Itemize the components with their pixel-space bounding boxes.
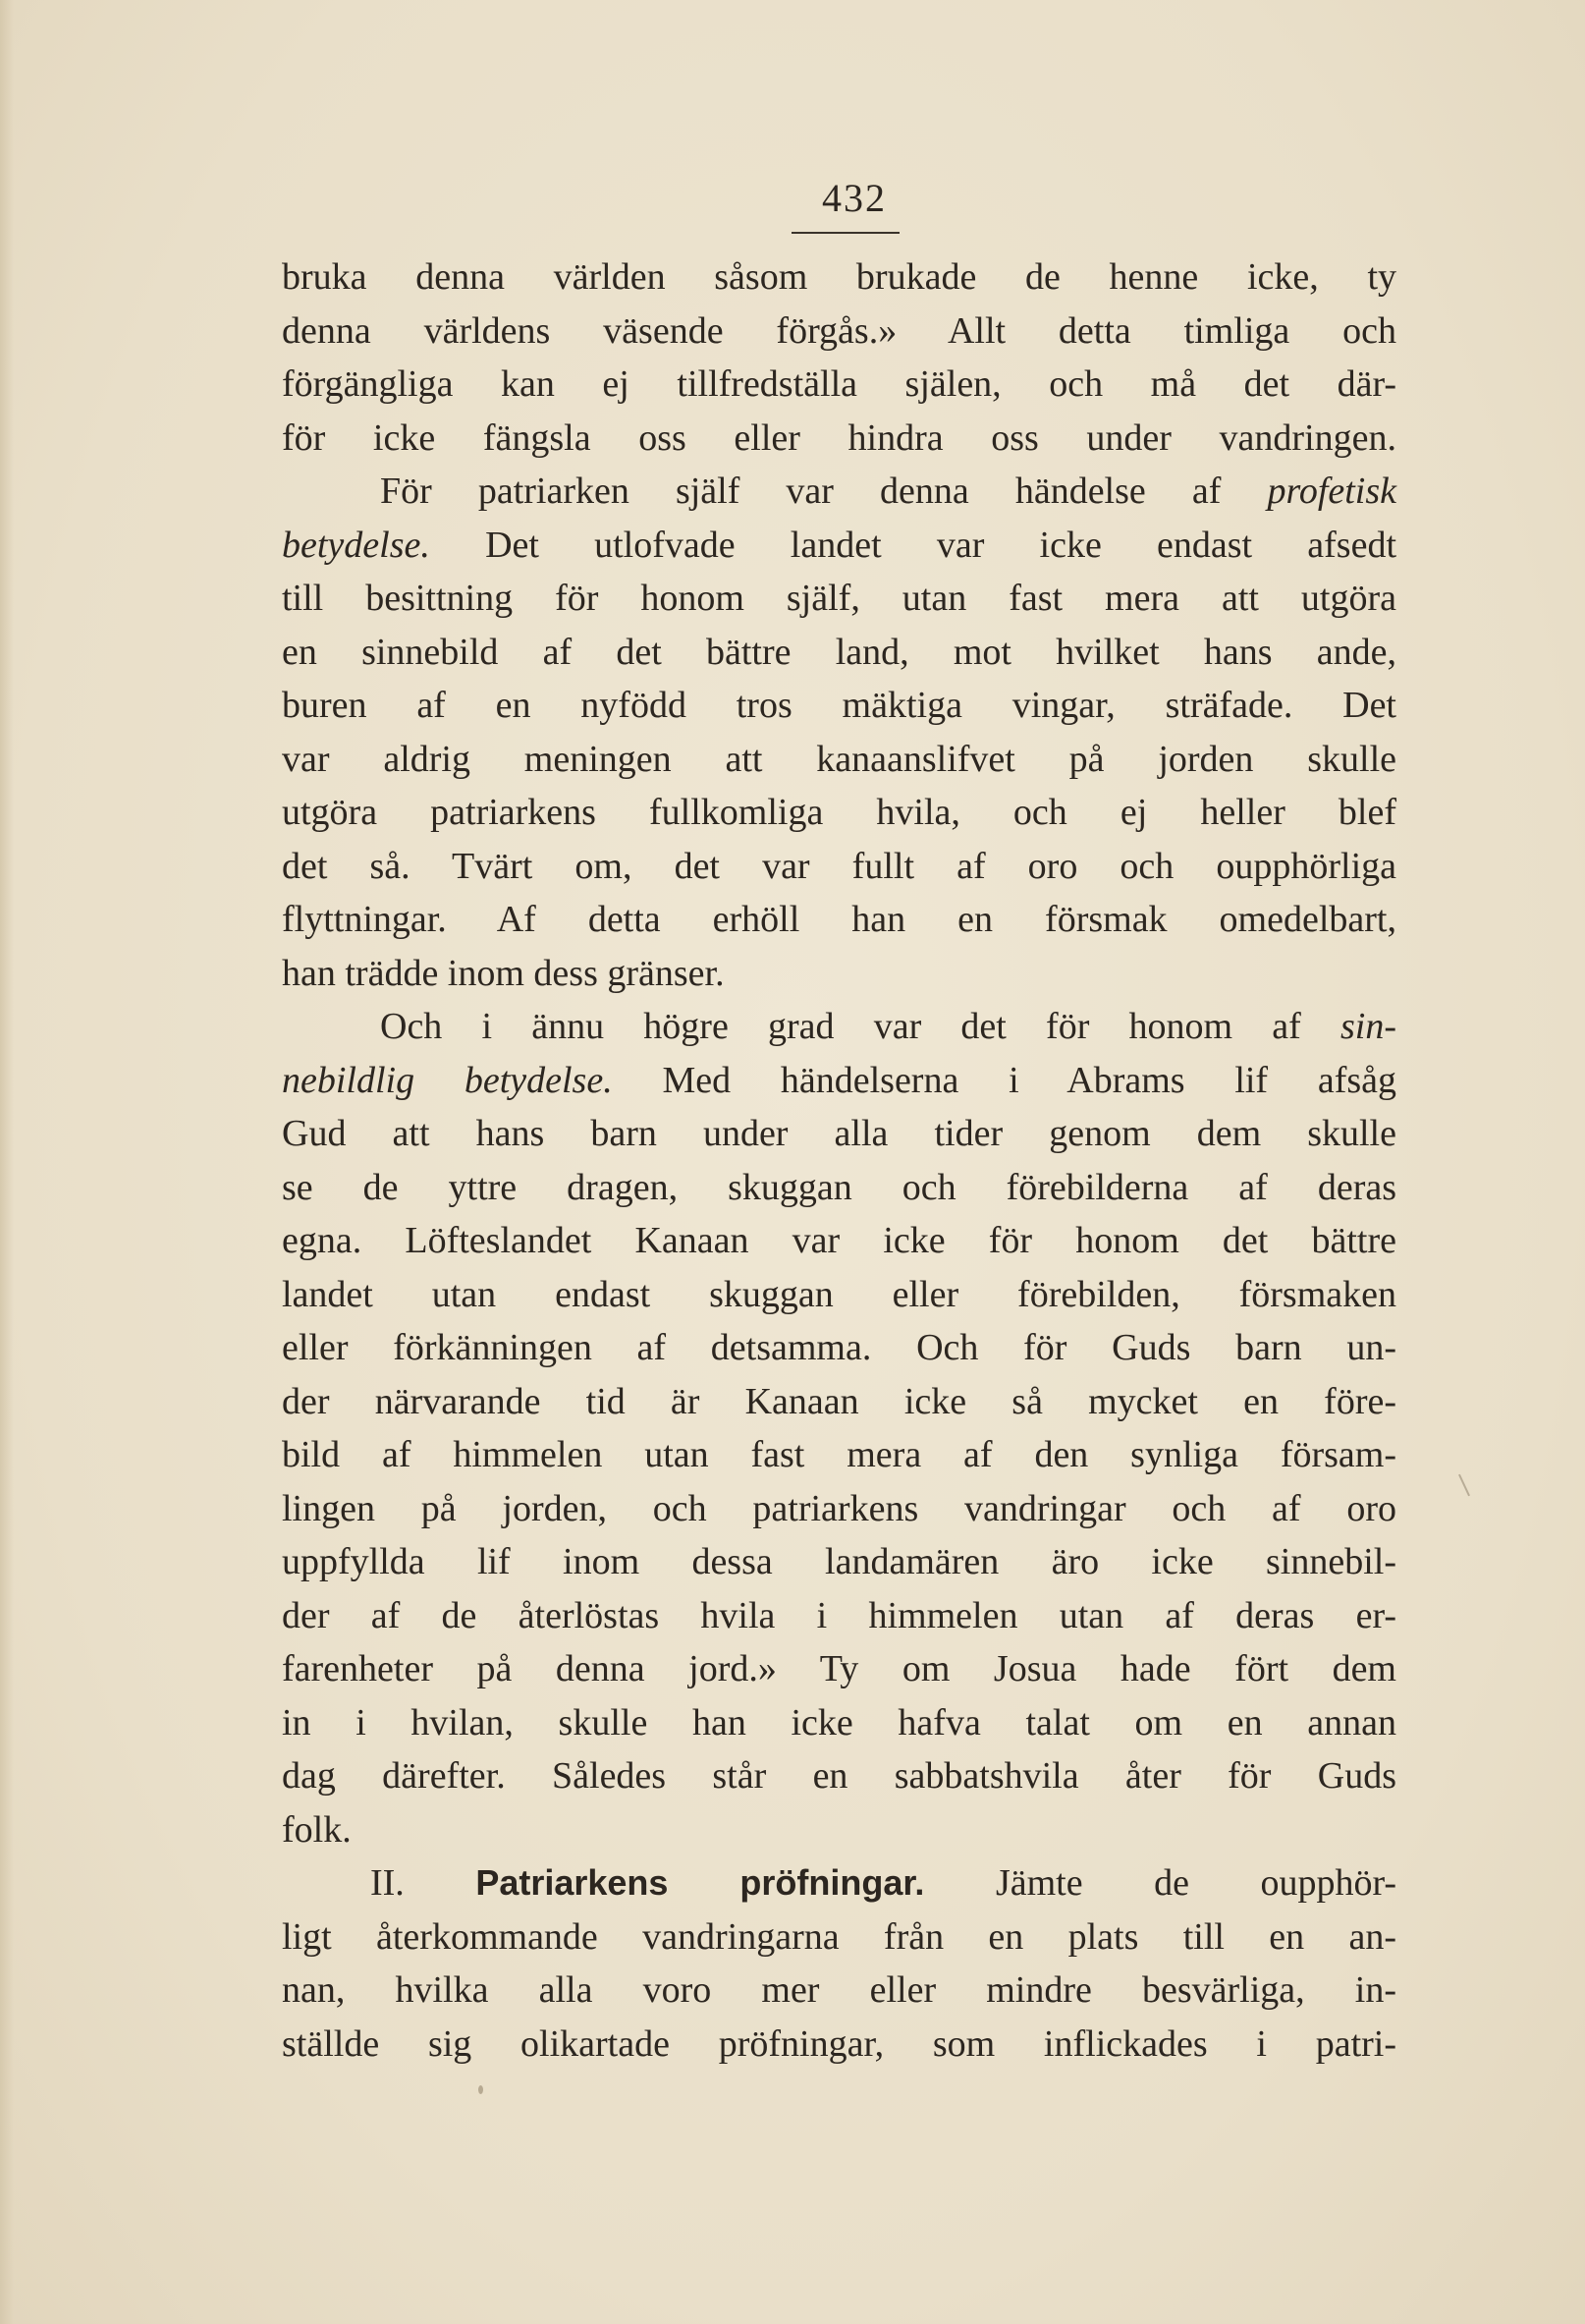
text-segment: Med händelserna i Abrams lif afsåg: [662, 1059, 1397, 1101]
text-line: buren af en nyfödd tros mäktiga vingar, sträfade. Det: [282, 685, 1396, 726]
page-number: 432: [822, 176, 887, 220]
text-segment: För patriarken själf var denna händelse af: [380, 470, 1222, 512]
text-segment: Jämte de oupphör-: [995, 1862, 1396, 1904]
text-line: dag därefter. Således står en sabbatshvila åter för Guds: [282, 1755, 1396, 1797]
text-line: [282, 465, 1396, 519]
emphasis-text: sin-: [1340, 1006, 1397, 1047]
paper-mark: [1458, 1474, 1470, 1497]
text-line: en sinnebild af det bättre land, mot hvilket hans ande,: [282, 631, 1396, 673]
text-line: han trädde inom dess gränser.: [282, 952, 725, 994]
text-line: ligt återkommande vandringarna från en plats till en an-: [282, 1915, 1396, 1958]
text-line: utgöra patriarkens fullkomliga hvila, och ej heller blef: [282, 792, 1396, 833]
emphasis-text: profetisk: [1267, 470, 1397, 512]
text-line: [282, 519, 1396, 573]
text-line: det så. Tvärt om, det var fullt af oro och oupphörliga: [282, 845, 1396, 887]
section-number: II.: [370, 1862, 405, 1904]
text-line: in i hvilan, skulle han icke hafva talat om en annan: [282, 1701, 1396, 1743]
text-line: folk.: [282, 1808, 352, 1851]
text-line: ställde sig olikartade pröfningar, som inflickades i patri-: [282, 2022, 1396, 2065]
text-line: [282, 1000, 1396, 1054]
section-heading-line: [282, 1856, 1396, 1910]
page-number-rule: [792, 232, 900, 234]
text-line: för icke fängsla oss eller hindra oss under vandringen.: [282, 416, 1396, 459]
text-segment: Det utlofvade landet var icke endast afsedt: [485, 524, 1396, 566]
text-line: der af de återlöstas hvila i himmelen utan af deras er-: [282, 1594, 1396, 1636]
text-line: farenheter på denna jord.» Ty om Josua hade fört dem: [282, 1648, 1396, 1689]
text-line: lingen på jorden, och patriarkens vandringar och af oro: [282, 1487, 1396, 1529]
text-line: bruka denna världen såsom brukade de henne icke, ty: [282, 256, 1396, 298]
text-line: till besittning för honom själf, utan fast mera att utgöra: [282, 578, 1396, 619]
text-line: denna världens väsende förgås.» Allt detta timliga och: [282, 309, 1396, 352]
text-line: se de yttre dragen, skuggan och förebilderna af deras: [282, 1166, 1396, 1208]
emphasis-text: nebildlig betydelse.: [282, 1059, 613, 1101]
text-line: nan, hvilka alla voro mer eller mindre besvärliga, in-: [282, 1969, 1396, 2011]
text-segment: Och i ännu högre grad var det för honom af: [380, 1006, 1301, 1047]
text-line: var aldrig meningen att kanaanslifvet på jorden skulle: [282, 738, 1396, 780]
text-line: förgängliga kan ej tillfredställa själen, och må det där-: [282, 363, 1396, 405]
text-line: der närvarande tid är Kanaan icke så mycket en före-: [282, 1380, 1396, 1422]
page-edge-shadow: [0, 0, 14, 2324]
emphasis-text: betydelse.: [282, 524, 430, 566]
text-line: [282, 1054, 1396, 1108]
text-line: landet utan endast skuggan eller förebilden, försmaken: [282, 1273, 1396, 1315]
text-line: Gud att hans barn under alla tider genom dem skulle: [282, 1113, 1396, 1154]
text-line: bild af himmelen utan fast mera af den synliga försam-: [282, 1434, 1396, 1475]
text-line: uppfyllda lif inom dessa landamären äro icke sinnebil-: [282, 1541, 1396, 1582]
text-line: flyttningar. Af detta erhöll han en försmak omedelbart,: [282, 899, 1396, 940]
body-text: [282, 250, 1396, 2071]
section-heading: Patriarkens pröfningar.: [475, 1862, 925, 1903]
text-line: eller förkänningen af detsamma. Och för Guds barn un-: [282, 1327, 1396, 1368]
paper-mark: [478, 2085, 483, 2094]
text-line: egna. Löfteslandet Kanaan var icke för honom det bättre: [282, 1220, 1396, 1261]
